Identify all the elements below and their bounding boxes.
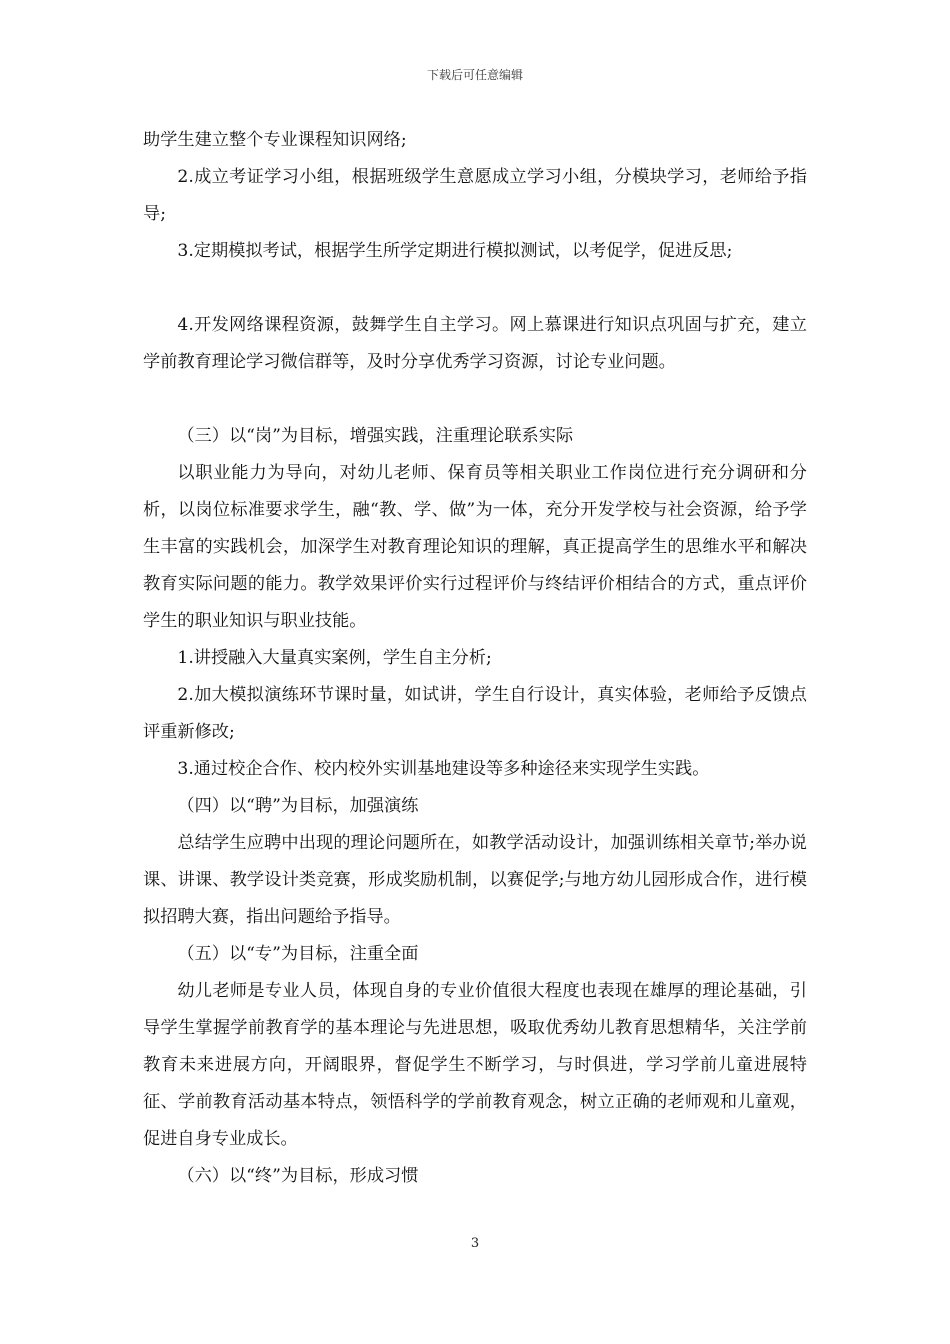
header-note: 下载后可任意编辑 bbox=[426, 68, 523, 82]
paragraph: 3.定期模拟考试，根据学生所学定期进行模拟测试，以考促学，促进反思; bbox=[177, 241, 733, 261]
paragraph: 4.开发网络课程资源，鼓舞学生自主学习。网上慕课进行知识点巩固与扩充，建立学前教育理论学习微信群等，及时分享优秀学习资源，讨论专业问题。 bbox=[143, 315, 807, 372]
section-heading: （六）以“终”为目标，形成习惯 bbox=[177, 1166, 419, 1186]
paragraph: 以职业能力为导向，对幼儿老师、保育员等相关职业工作岗位进行充分调研和分析，以岗位标准要求学生，融“教、学、做”为一体，充分开发学校与社会资源，给予学生丰富的实践机会，加深学生对教育理论知识的理解，真正提高学生的思维水平和解决教育实际问题的能力。教学效果评价实行过程评价与终结评价相结合的方式，重点评价学生的职业知识与职业技能。 bbox=[143, 463, 807, 631]
section-heading: （三）以“岗”为目标，增强实践，注重理论联系实际 bbox=[177, 426, 574, 446]
section-heading: （四）以“聘”为目标，加强演练 bbox=[177, 796, 419, 816]
page-number: 3 bbox=[470, 1236, 480, 1251]
paragraph: 总结学生应聘中出现的理论问题所在，如教学活动设计，加强训练相关章节;举办说课、讲课、教学设计类竞赛，形成奖励机制，以赛促学;与地方幼儿园形成合作，进行模拟招聘大赛，指出问题给予指导。 bbox=[143, 833, 807, 927]
document-body bbox=[143, 122, 807, 1195]
paragraph-gap bbox=[143, 381, 807, 418]
section-heading: （五）以“专”为目标，注重全面 bbox=[177, 944, 419, 964]
paragraph-gap bbox=[143, 270, 807, 307]
list-item: 2.加大模拟演练环节课时量，如试讲，学生自行设计，真实体验，老师给予反馈点评重新修改; bbox=[143, 685, 807, 742]
list-item: 1.讲授融入大量真实案例，学生自主分析; bbox=[177, 648, 492, 668]
list-item: 3.通过校企合作、校内校外实训基地建设等多种途径来实现学生实践。 bbox=[177, 759, 710, 779]
paragraph: 2.成立考证学习小组，根据班级学生意愿成立学习小组，分模块学习，老师给予指导; bbox=[143, 167, 807, 224]
paragraph: 助学生建立整个专业课程知识网络; bbox=[143, 130, 407, 150]
paragraph: 幼儿老师是专业人员，体现自身的专业价值很大程度也表现在雄厚的理论基础，引导学生掌握学前教育学的基本理论与先进思想，吸取优秀幼儿教育思想精华，关注学前教育未来进展方向，开阔眼界，督促学生不断学习，与时俱进，学习学前儿童进展特征、学前教育活动基本特点，领悟科学的学前教育观念，树立正确的老师观和儿童观，促进自身专业成长。 bbox=[143, 981, 807, 1149]
